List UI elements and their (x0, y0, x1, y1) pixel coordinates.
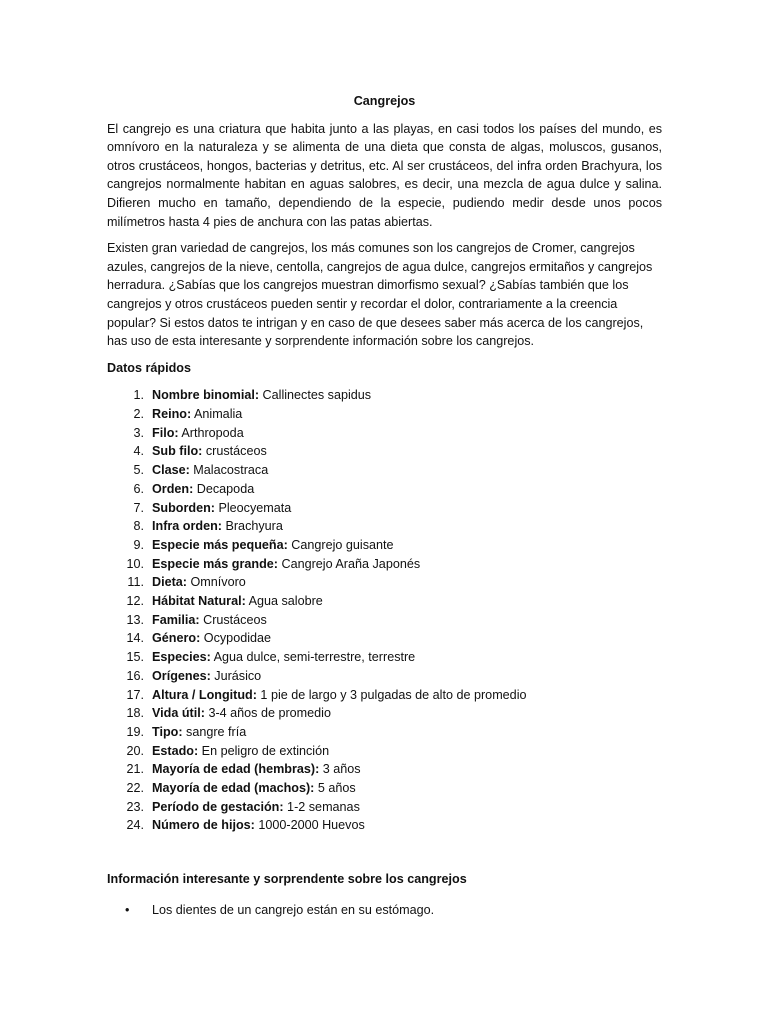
fact-label: Clase: (152, 463, 190, 478)
fact-label: Altura / Longitud: (152, 687, 257, 702)
fact-number: 3. (133, 425, 144, 440)
fact-item (107, 592, 662, 611)
fact-label: Orden: (152, 481, 194, 496)
fact-value: Ocypodidae (200, 631, 272, 646)
fact-item (107, 573, 662, 592)
fact-label: Mayoría de edad (hembras): (152, 762, 320, 777)
fact-item (107, 424, 662, 443)
fact-label: Estado: (152, 743, 199, 758)
fact-label: Especie más pequeña: (152, 537, 288, 552)
fact-label: Nombre binomial: (152, 388, 260, 403)
fact-label: Familia: (152, 612, 200, 627)
fact-value: Pleocyemata (214, 500, 292, 515)
fact-value: Crustáceos (199, 612, 267, 627)
fact-value: Cangrejo Araña Japonés (278, 556, 421, 571)
fact-item (107, 760, 662, 779)
fact-number: 20. (126, 743, 144, 758)
fact-value: 1000-2000 Huevos (254, 818, 365, 833)
fact-value: sangre fría (182, 724, 247, 739)
fact-value: Callinectes sapidus (259, 388, 372, 403)
fact-label: Mayoría de edad (machos): (152, 781, 315, 796)
fact-value: Decapoda (193, 481, 255, 496)
fact-number: 11. (127, 575, 144, 590)
fact-label: Filo: (152, 425, 179, 440)
fact-item (107, 723, 662, 742)
variety-paragraph: Existen gran variedad de cangrejos, los más comunes son los cangrejos de Cromer, cangrejos azules, cangrejos de la nieve, centolla, cangrejos de agua dulce, cangrejos ermitaños y cangrejos herradura. ¿Sabías que los cangrejos muestran dimorfismo sexual? ¿Sabías también que los cangrejos y otros crustáceos pueden sentir y recordar el dolor, contrariamente a la creencia popular? Si estos datos te intrigan y en caso de que desees saber más acerca de los cangrejos, has uso de esta interesante y sorprendente información sobre los cangrejos. (107, 241, 653, 349)
fact-item (107, 704, 662, 723)
section-spacer (107, 835, 662, 870)
fact-value: Omnívoro (187, 575, 246, 590)
intro-paragraph: El cangrejo es una criatura que habita junto a las playas, en casi todos los países del mundo, es omnívoro en la naturaleza y se alimenta de una dieta que consta de algas, moluscos, gusanos, otros crustáceos, hongos, bacterias y detritus, etc. Al ser crustáceos, del infra orden Brachyura, los cangrejos normalmente habitan en aguas salobres, es decir, una mezcla de agua dulce y salina. Difieren mucho en tamaño, dependiendo de la especie, pudiendo medir desde unos pocos milímetros hasta 4 pies de anchura con las patas abiertas. (107, 121, 662, 229)
fact-number: 19. (126, 724, 144, 739)
fact-number: 7. (133, 500, 144, 515)
fact-value: 1 pie de largo y 3 pulgadas de alto de promedio (256, 687, 527, 702)
fact-value: Arthropoda (178, 425, 244, 440)
fact-value: 1-2 semanas (283, 799, 360, 814)
fact-item (107, 386, 662, 405)
fact-number: 5. (133, 463, 144, 478)
fact-value: En peligro de extinción (198, 743, 330, 758)
fact-item (107, 517, 662, 536)
fact-item (107, 779, 662, 798)
document-content (107, 92, 662, 919)
fact-item (107, 667, 662, 686)
fact-number: 21. (126, 762, 144, 777)
fact-item (107, 442, 662, 461)
fact-value: Brachyura (221, 519, 283, 534)
fact-item (107, 798, 662, 817)
fact-number: 17. (126, 687, 144, 702)
bullet-icon: • (125, 902, 130, 917)
fact-label: Vida útil: (152, 706, 205, 721)
fact-value: Agua dulce, semi-terrestre, terrestre (210, 650, 416, 665)
fact-item (107, 629, 662, 648)
fact-number: 8. (133, 519, 144, 534)
fact-value: Jurásico (210, 668, 262, 683)
fact-item (107, 555, 662, 574)
fact-item (107, 405, 662, 424)
fact-number: 23. (126, 799, 144, 814)
fact-label: Especies: (152, 650, 211, 665)
fact-number: 2. (133, 407, 144, 422)
fact-item (107, 480, 662, 499)
facts-heading: Datos rápidos (107, 360, 191, 375)
fact-value: Agua salobre (245, 594, 323, 609)
fact-value: crustáceos (202, 444, 267, 459)
info-heading: Información interesante y sorprendente sobre los cangrejos (107, 872, 467, 887)
fact-label: Dieta: (152, 575, 187, 590)
fact-item (107, 648, 662, 667)
fact-label: Sub filo: (152, 444, 203, 459)
fact-item (107, 686, 662, 705)
facts-list (107, 386, 662, 835)
fact-number: 22. (126, 781, 144, 796)
document-title: Cangrejos (353, 94, 416, 108)
fact-number: 9. (133, 537, 144, 552)
fact-item (107, 816, 662, 835)
fact-item (107, 461, 662, 480)
fact-value: 5 años (314, 781, 356, 796)
fact-value: Animalia (191, 407, 243, 422)
fact-value: Malacostraca (189, 463, 269, 478)
fact-item (107, 499, 662, 518)
fact-label: Número de hijos: (152, 818, 255, 833)
bullet-text: Los dientes de un cangrejo están en su estómago. (152, 902, 435, 917)
bullet-item (107, 901, 662, 920)
fact-value: Cangrejo guisante (287, 537, 394, 552)
fact-number: 18. (126, 706, 144, 721)
fact-item (107, 611, 662, 630)
fact-label: Período de gestación: (152, 799, 284, 814)
fact-label: Género: (152, 631, 201, 646)
fact-number: 6. (133, 481, 144, 496)
fact-number: 24. (126, 818, 144, 833)
fact-label: Tipo: (152, 724, 183, 739)
fact-label: Reino: (152, 407, 192, 422)
fact-label: Especie más grande: (152, 556, 278, 571)
fact-number: 4. (133, 444, 144, 459)
fact-number: 14. (126, 631, 144, 646)
fact-number: 10. (126, 556, 144, 571)
fact-number: 12. (126, 594, 144, 609)
fact-value: 3-4 años de promedio (204, 706, 331, 721)
fact-value: 3 años (319, 762, 361, 777)
fact-number: 16. (126, 668, 144, 683)
fact-number: 15. (126, 650, 144, 665)
fact-number: 1. (133, 388, 144, 403)
fact-label: Infra orden: (152, 519, 222, 534)
bullet-list (107, 901, 662, 920)
fact-label: Orígenes: (152, 668, 211, 683)
fact-number: 13. (126, 612, 144, 627)
fact-item (107, 536, 662, 555)
fact-label: Suborden: (152, 500, 215, 515)
fact-item (107, 742, 662, 761)
fact-label: Hábitat Natural: (152, 594, 246, 609)
